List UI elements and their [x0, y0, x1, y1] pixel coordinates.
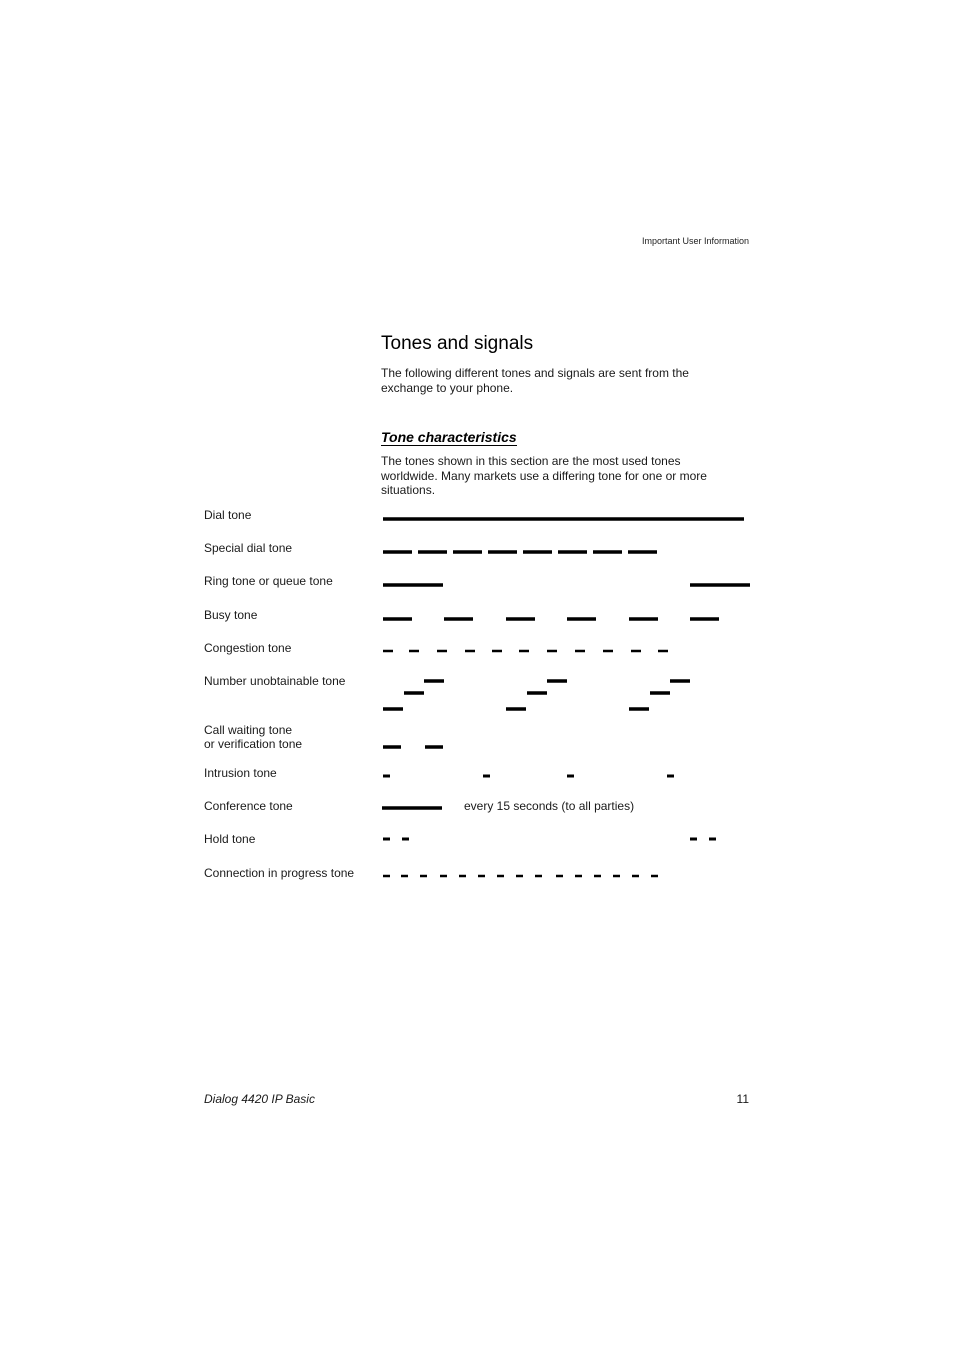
tone-label-special-dial: Special dial tone — [204, 541, 293, 555]
footer-product-name: Dialog 4420 IP Basic — [204, 1092, 315, 1106]
header-section-label: Important User Information — [641, 236, 749, 246]
tone-label-hold: Hold tone — [204, 832, 256, 846]
footer-page-number: 11 — [736, 1092, 749, 1106]
tone-label-busy: Busy tone — [204, 608, 258, 622]
characteristics-paragraph: The tones shown in this section are the most used tones worldwide. Many markets use a differing tone for one or more situations. — [381, 454, 707, 497]
tone-label-connection-in-progress: Connection in progress tone — [204, 866, 355, 880]
tone-label-intrusion: Intrusion tone — [204, 766, 277, 780]
tone-label-call-waiting-line2: or verification tone — [204, 737, 303, 751]
subheading-tone-characteristics: Tone characteristics — [381, 429, 517, 445]
tone-label-call-waiting-line1: Call waiting tone — [204, 723, 293, 737]
intro-paragraph: The following different tones and signals are sent from the exchange to your phone. — [381, 366, 689, 395]
tone-label-number-unobtainable: Number unobtainable tone — [204, 674, 346, 688]
tone-label-dial: Dial tone — [204, 508, 252, 522]
tone-label-ring-queue: Ring tone or queue tone — [204, 574, 333, 588]
conference-tone-note: every 15 seconds (to all parties) — [464, 799, 635, 813]
tone-label-congestion: Congestion tone — [204, 641, 292, 655]
page-title: Tones and signals — [381, 333, 534, 354]
tone-label-conference: Conference tone — [204, 799, 293, 813]
